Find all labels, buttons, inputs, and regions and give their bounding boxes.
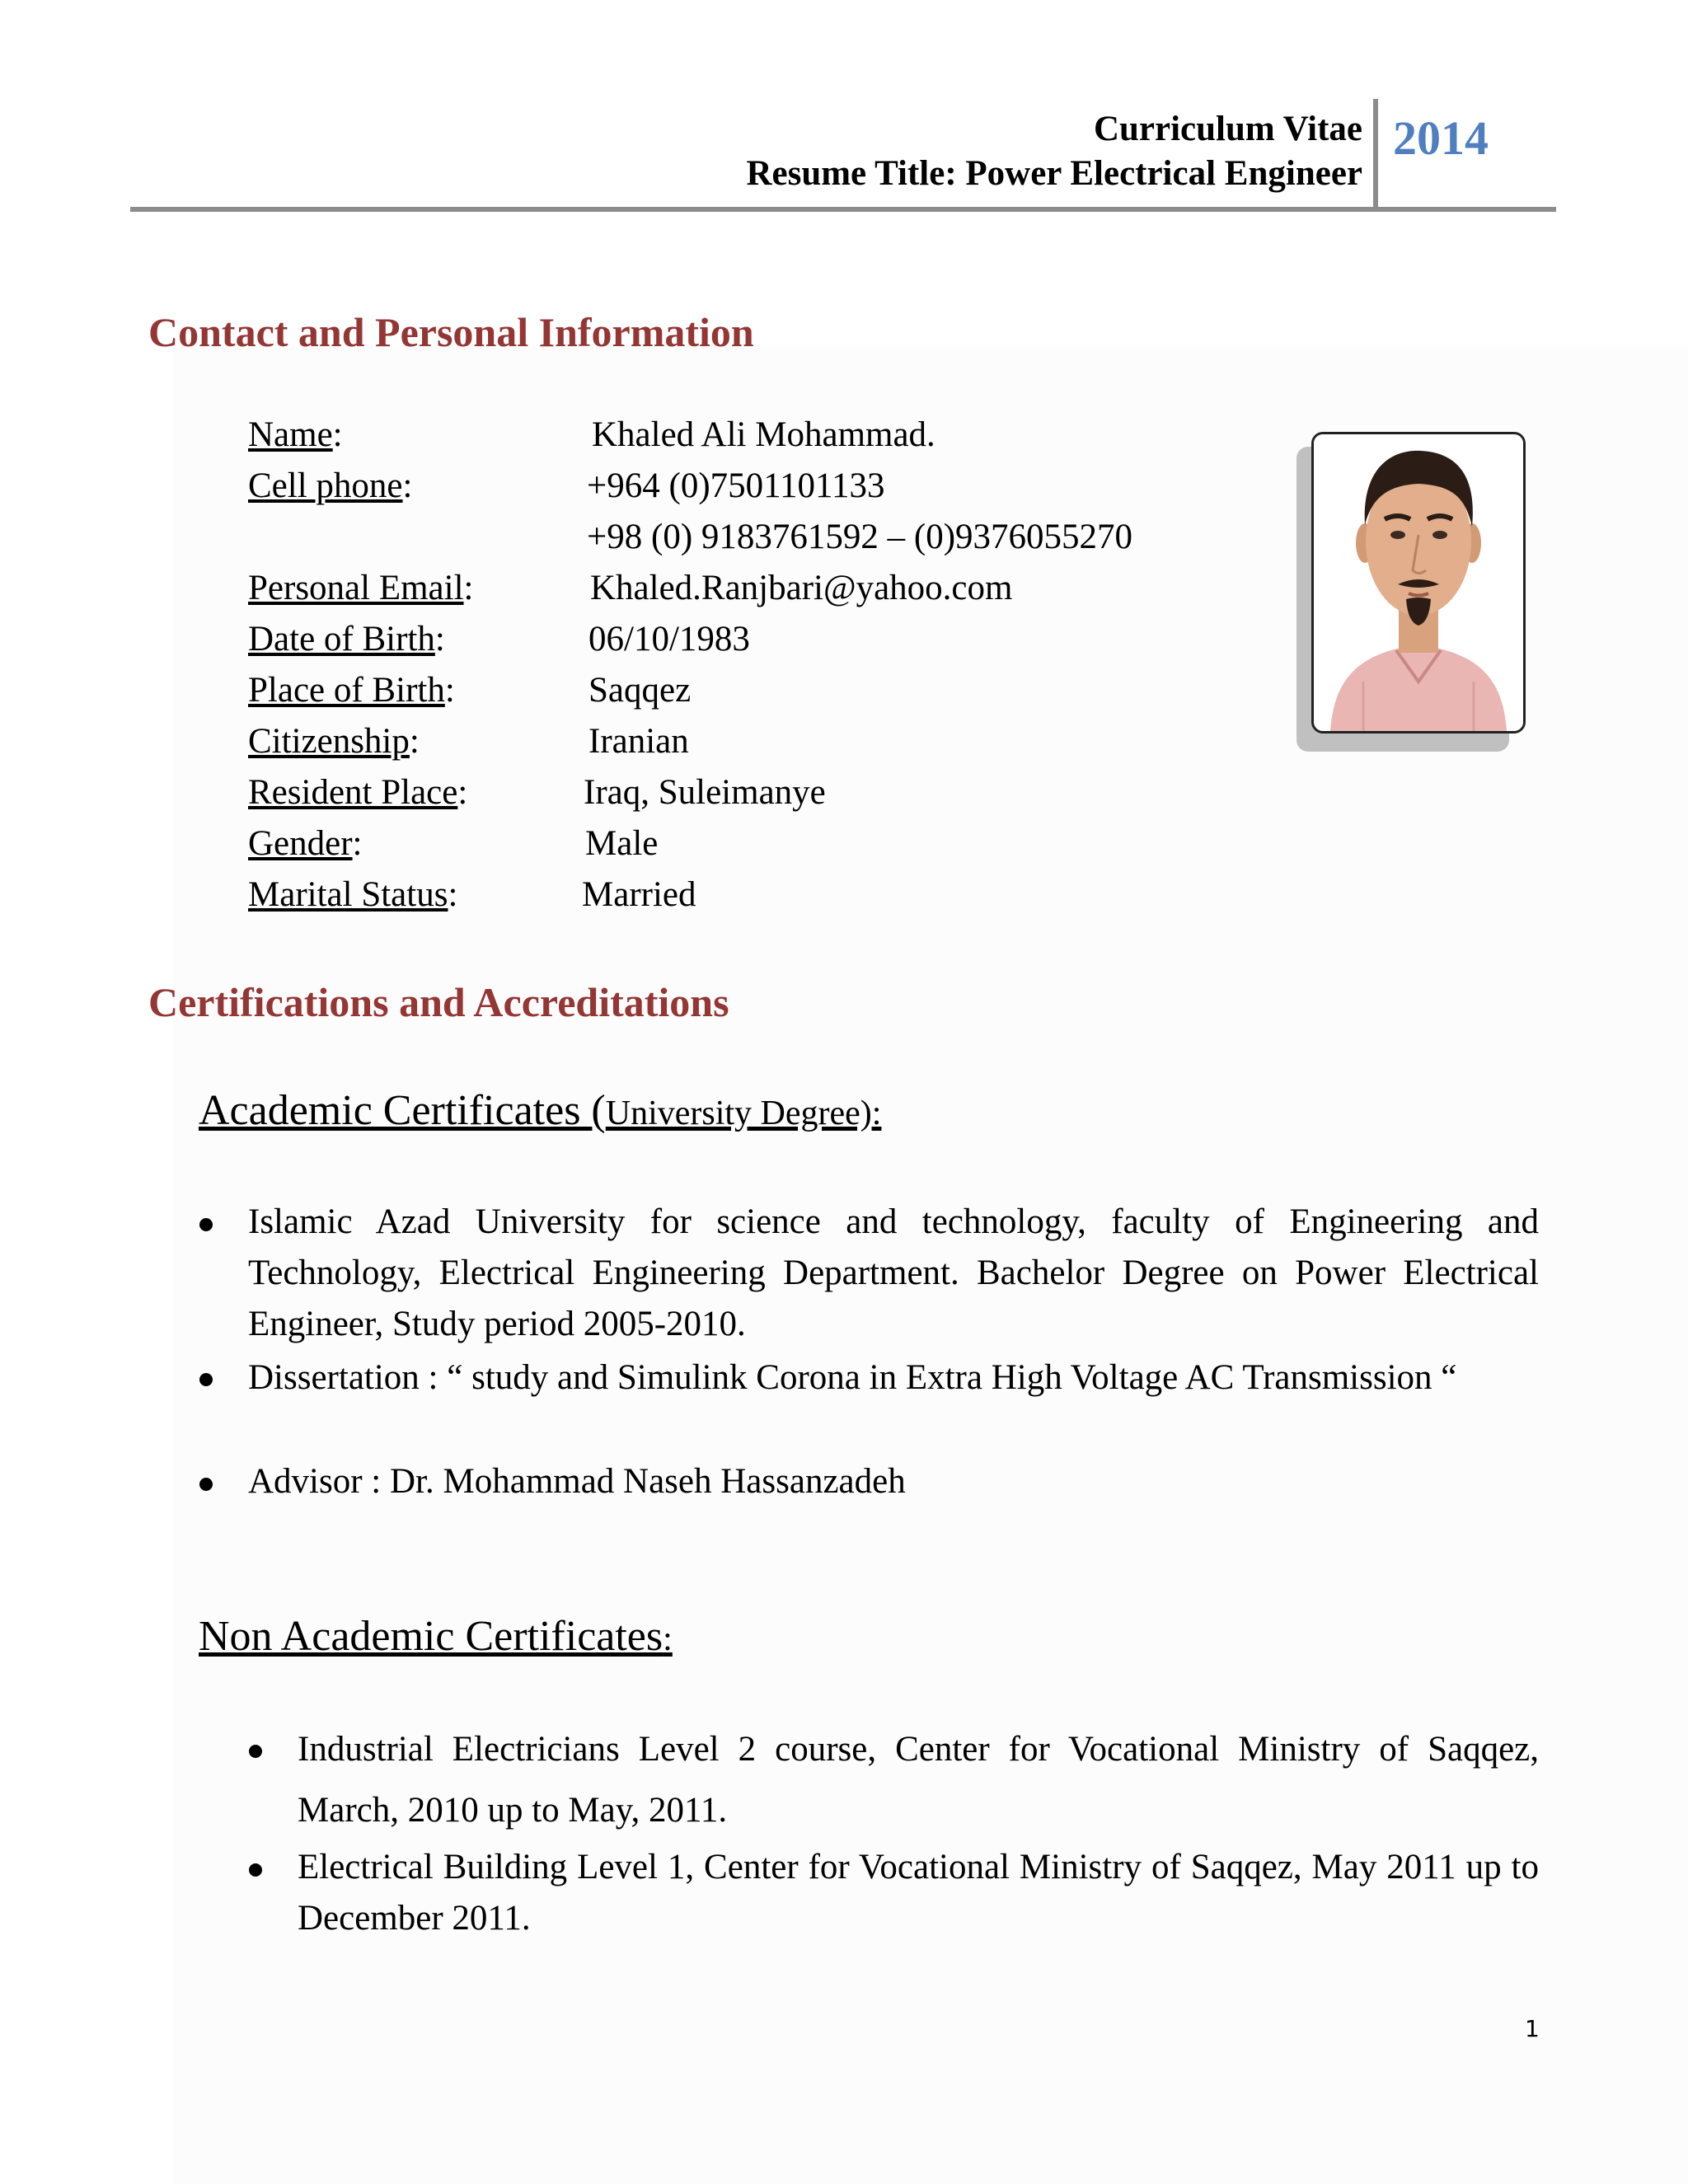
info-label-dob: Date of Birth: [248,620,445,658]
info-value-citizenship: Iranian [588,722,689,761]
info-label-name: Name: [248,415,343,454]
bullet-icon [249,1745,262,1758]
info-value-gender: Male [585,824,659,863]
profile-photo [1311,432,1526,733]
academic-item-advisor: Advisor : Dr. Mohammad Naseh Hassanzadeh [248,1462,906,1501]
info-label-gender: Gender: [248,824,363,863]
non-academic-item-electrical-building: Electrical Building Level 1, Center for Vocational Ministry of Saqqez, May 2011 up to December 2011. [298,1848,1539,1938]
bullet-icon [199,1218,213,1231]
info-value-resident-place: Iraq, Suleimanye [584,773,826,812]
info-label-marital-status: Marital Status: [248,875,458,914]
bullet-icon [249,1863,262,1877]
bullet-icon [199,1373,213,1386]
info-label-citizenship: Citizenship: [248,722,420,761]
header-divider-vertical [1373,99,1378,211]
info-value-dob: 06/10/1983 [588,620,750,658]
info-label-email: Personal Email: [248,569,474,607]
section-heading-contact: Contact and Personal Information [148,309,754,355]
person-portrait-icon [1314,434,1523,731]
section-heading-certifications: Certifications and Accreditations [148,979,729,1025]
academic-item-degree: Islamic Azad University for science and technology, faculty of Engineering and Technology, Electrical Engineering Department. Bachelor Degree on Power Electrical Engineer, Study period 2005-2010. [248,1202,1539,1343]
info-value-email: Khaled.Ranjbari@yahoo.com [590,569,1013,607]
header-divider-horizontal [130,207,1556,212]
info-value-place-of-birth: Saqqez [588,671,692,710]
info-value-name: Khaled Ali Mohammad. [592,415,935,454]
info-value-marital-status: Married [582,875,696,914]
non-academic-item-industrial-electricians: Industrial Electricians Level 2 course, Center for Vocational Ministry of Saqqez, March, 2010 up to May, 2011. [298,1730,1539,1830]
info-value-cell-phone: +964 (0)7501101133 [587,466,885,505]
page-number: 1 [1525,2015,1540,2042]
info-value-cell-phone-2: +98 (0) 9183761592 – (0)9376055270 [587,518,1133,556]
document-title: Curriculum Vitae [1093,110,1362,148]
academic-certificates-heading: Academic Certificates (University Degree): [199,1087,882,1134]
info-label-resident-place: Resident Place: [248,773,468,812]
header-year: 2014 [1393,111,1489,165]
resume-title: Resume Title: Power Electrical Engineer [746,154,1362,193]
academic-item-dissertation: Dissertation : “ study and Simulink Corona in Extra High Voltage AC Transmission “ [248,1358,1457,1397]
bullet-icon [199,1478,213,1491]
info-label-place-of-birth: Place of Birth: [248,671,455,710]
non-academic-certificates-heading: Non Academic Certificates: [199,1613,673,1660]
info-label-cell-phone: Cell phone: [248,466,413,505]
